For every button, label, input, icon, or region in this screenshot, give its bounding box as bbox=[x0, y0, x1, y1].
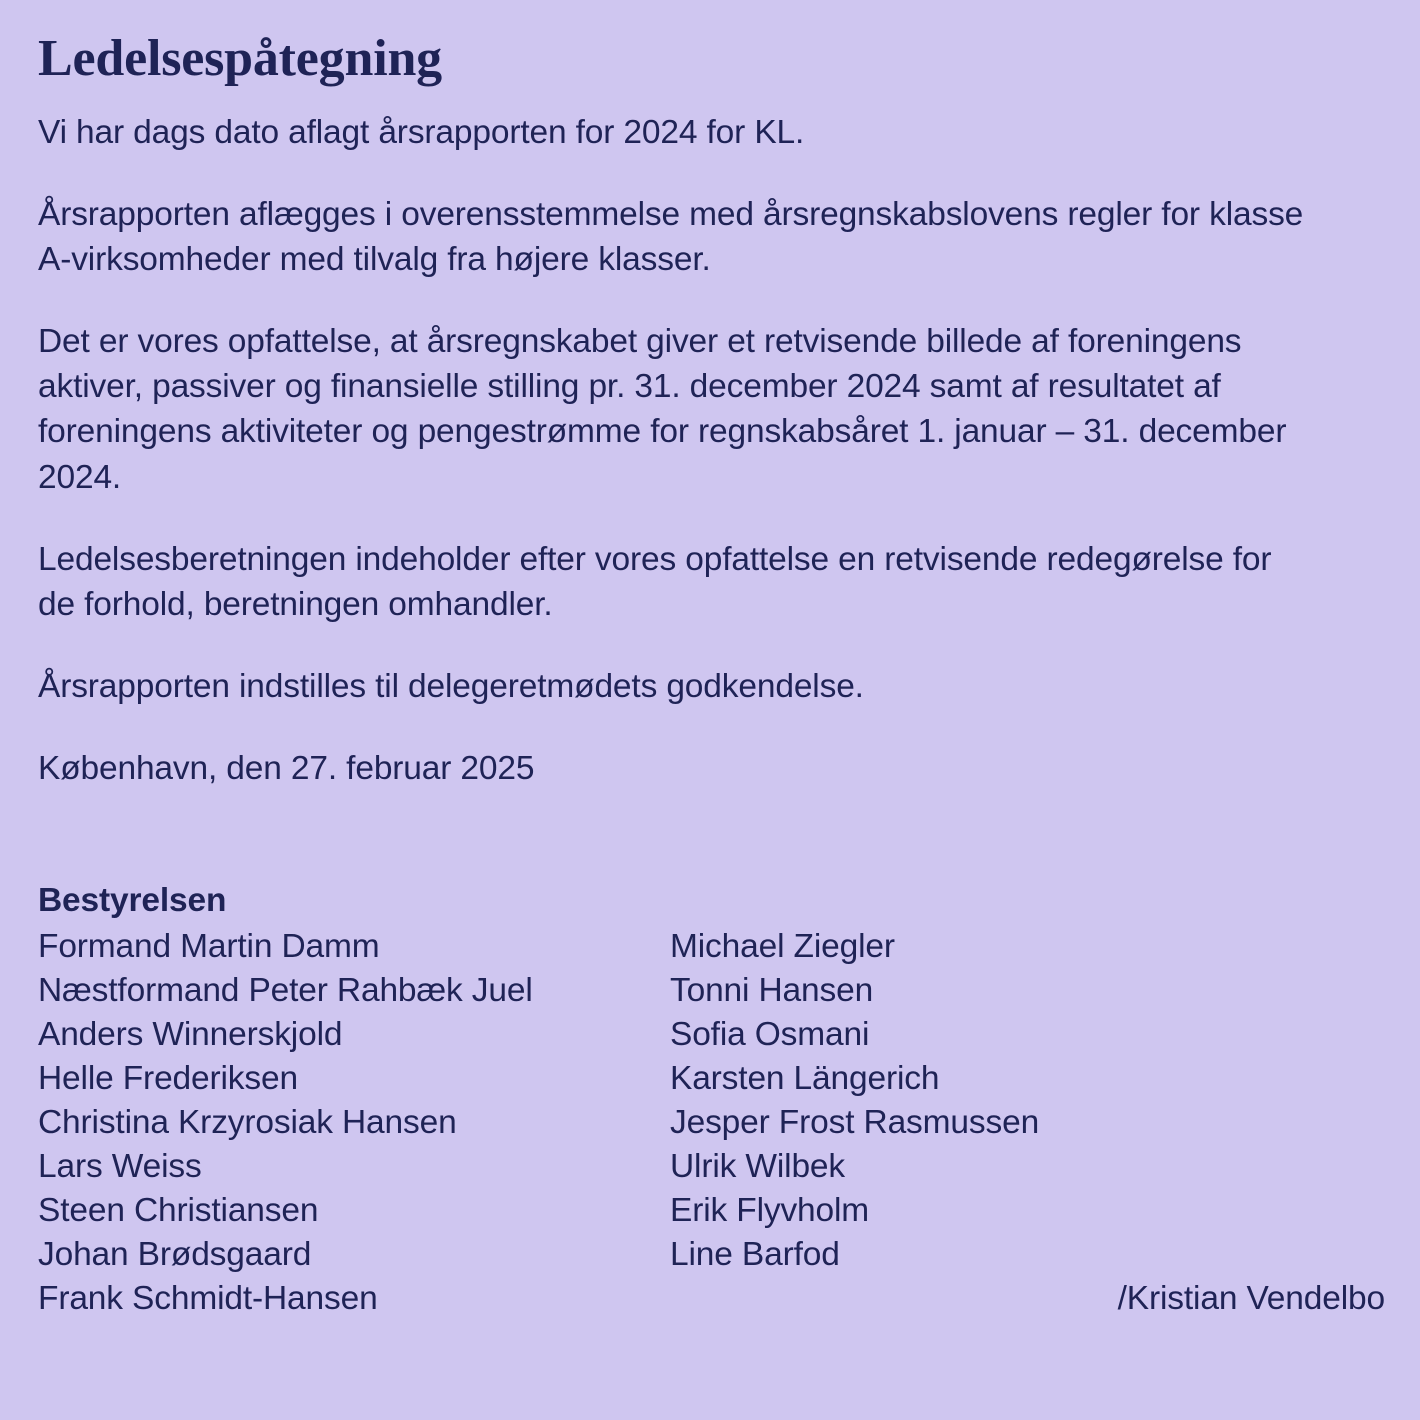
signatory-name: Jesper Frost Rasmussen bbox=[670, 1103, 1040, 1141]
place-and-date: København, den 27. februar 2025 bbox=[38, 749, 535, 787]
signatory-name: Frank Schmidt-Hansen bbox=[38, 1280, 378, 1318]
signatory-name: Christina Krzyrosiak Hansen bbox=[38, 1103, 457, 1141]
document-body bbox=[38, 110, 1385, 791]
paragraph-line: Årsrapporten indstilles til delegeretmødets godkendelse. bbox=[38, 667, 864, 705]
signatory-names-grid bbox=[38, 925, 1385, 1321]
signatory-name: Tonni Hansen bbox=[670, 971, 874, 1009]
signatory-name: Steen Christiansen bbox=[38, 1192, 319, 1230]
signatories-section bbox=[38, 879, 1385, 1321]
signatory-row-final bbox=[38, 1277, 1385, 1321]
paragraph-line: A-virksomheder med tilvalg fra højere klasser. bbox=[38, 241, 711, 279]
paragraph-line: aktiver, passiver og finansielle stilling pr. 31. december 2024 samt af resultatet af bbox=[38, 368, 1221, 406]
paragraph-line: Det er vores opfattelse, at årsregnskabet giver et retvisende billede af foreningens bbox=[38, 323, 1242, 361]
signatory-name: Helle Frederiksen bbox=[38, 1059, 298, 1097]
paragraph-line: Årsrapporten aflægges i overensstemmelse med årsregnskabslovens regler for klasse bbox=[38, 196, 1304, 234]
signatory-name: Johan Brødsgaard bbox=[38, 1236, 312, 1274]
signatory-name: Erik Flyvholm bbox=[670, 1192, 870, 1230]
signatory-row bbox=[38, 925, 1385, 969]
paragraph-line: foreningens aktiviteter og pengestrømme for regnskabsåret 1. januar – 31. december bbox=[38, 413, 1287, 451]
signatory-row bbox=[38, 1145, 1385, 1189]
paragraph-recommendation bbox=[38, 664, 1385, 709]
signatory-name: Anders Winnerskjold bbox=[38, 1015, 343, 1053]
signatory-name: Line Barfod bbox=[670, 1236, 840, 1274]
signatory-row bbox=[38, 1189, 1385, 1233]
signatory-row bbox=[38, 1233, 1385, 1277]
signatory-row bbox=[38, 969, 1385, 1013]
page-title: Ledelsespåtegning bbox=[38, 30, 442, 87]
signatory-name: Næstformand Peter Rahbæk Juel bbox=[38, 971, 533, 1009]
paragraph-line: Ledelsesberetningen indeholder efter vores opfattelse en retvisende redegørelse for bbox=[38, 540, 1272, 578]
board-heading: Bestyrelsen bbox=[38, 881, 227, 919]
paragraph-accounting-basis bbox=[38, 192, 1385, 282]
signatory-name: Formand Martin Damm bbox=[38, 927, 380, 965]
signatory-row bbox=[38, 1013, 1385, 1057]
paragraph-intro bbox=[38, 110, 1385, 155]
signatory-name: Karsten Längerich bbox=[670, 1059, 940, 1097]
signatory-row bbox=[38, 1057, 1385, 1101]
paragraph-line: de forhold, beretningen omhandler. bbox=[38, 585, 553, 623]
paragraph-true-and-fair-view bbox=[38, 319, 1385, 499]
signatory-name: Ulrik Wilbek bbox=[670, 1148, 846, 1186]
signatory-row bbox=[38, 1101, 1385, 1145]
signatory-name: Sofia Osmani bbox=[670, 1015, 870, 1053]
ceo-signature-name: /Kristian Vendelbo bbox=[1117, 1280, 1385, 1318]
paragraph-line: 2024. bbox=[38, 458, 122, 496]
signatory-name: Lars Weiss bbox=[38, 1148, 202, 1186]
signatory-name: Michael Ziegler bbox=[670, 927, 895, 965]
paragraph-line: Vi har dags dato aflagt årsrapporten for 2024 for KL. bbox=[38, 114, 805, 152]
paragraph-management-review bbox=[38, 537, 1385, 627]
